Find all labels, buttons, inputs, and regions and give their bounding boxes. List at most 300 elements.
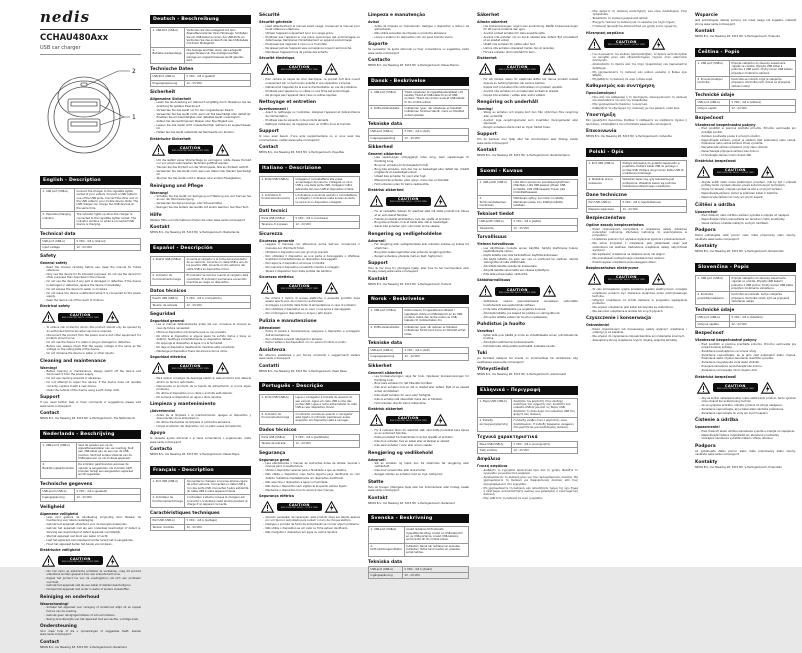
caution-row: [588, 273, 687, 285]
bolt-triangle-icon: [761, 166, 774, 178]
bullet-item: – Nepoužívejte čisticí rozpouštědla ani abrazivní čisticí prostředky.: [699, 218, 796, 221]
language-section-nl: [40, 430, 141, 650]
warning-heading: Upozornění!: [695, 209, 718, 214]
bullet-item: – Non utilizzare il dispositivo se una parte è danneggiata o difettosa. Sostituire immediatamente un dispositivo danneggiato.: [263, 255, 360, 262]
contact-heading: Contatti: [259, 363, 280, 369]
description-item-label: 2. Operation/charging indicator: [41, 212, 75, 228]
description-item-label: 1. USB-portti (USB-A): [478, 179, 512, 195]
tech-label: Port USB (USB-A): [151, 518, 185, 524]
bullet-item: – Gebruik geen reinigingsmiddelen of schuurmiddelen.: [44, 614, 141, 617]
bullet-item: – Houd het apparaat buiten het bereik van kinderen.: [44, 543, 141, 546]
language-bar: Norsk - Beskrivelse: [368, 295, 469, 304]
electrical-safety-list: [695, 181, 796, 200]
cleaning-list: [368, 243, 469, 258]
description-item-text: Die Anzeige leuchtet, wenn das Ladegerät angeschlossen ist. Die Anzeige leuchtet, solange ein angeschlossenes Gerät geladen wird.: [185, 47, 251, 63]
bullet-item: – Limpe o exterior do dispositivo com um pano húmido macio.: [372, 36, 469, 39]
bullet-item: – Hold enheden uden for børns rækkevidde.: [372, 183, 469, 186]
bullet-item: – Μη βυθίζετε τη συσκευή σε νερό ή άλλα υγρά.: [590, 78, 687, 81]
cleaning-heading: Čistenie a údržba: [695, 418, 739, 424]
tech-value: 5 VDC ; 4,8 A (compartido): [185, 296, 251, 302]
description-item-text: Συνδέστε τον φορτιστή στην υποδοχή αναπτήρα του οχήματός σας. Συνδέστε ένα καλώδιο USB σε μία από τις θύρες USB. Συνδέστε το άλλο άκρο του καλωδίου USB στη φορητή σας συσκευή.: [512, 398, 578, 418]
column-7: [695, 0, 796, 558]
bullet-item: – Nie używać do czyszczenia rozpuszczalników ani materiałów ściernych.: [590, 335, 687, 338]
language-section-sv: [368, 514, 469, 579]
section-spacer: [477, 159, 578, 162]
description-item-text: Připojte nabíječku do zásuvky zapalovače cigaret ve vozidle. Připojte USB kabel k jednomu z USB portů. Druhý konec USB kabelu připojte k mobilnímu zařízení.: [730, 60, 796, 76]
description-item-label: 1. USB-port (USB-A): [369, 308, 403, 324]
bullet-item: – Pred čistením alebo údržbou zariadenie vypnite a odpojte od napájania.: [699, 430, 796, 433]
contact-heading: Kontakty: [695, 244, 718, 250]
bullet-item: – Gebruik het apparaat uitsluitend voor de beoogde doeleinden.: [44, 523, 141, 526]
section-spacer: [695, 255, 796, 258]
language-section-sk: [695, 263, 796, 469]
bullet-item: – Διαβάστε το εγχειρίδιο προσεκτικά πριν από τη χρήση. Φυλάξτε το εγχειρίδιο για μελλοντική αναφορά.: [481, 469, 578, 476]
caution-badge: [277, 65, 322, 74]
description-table: [259, 176, 360, 207]
tech-label: USB-poort (USB-A): [41, 488, 75, 494]
tech-data-heading: Technische Daten: [150, 67, 194, 73]
tech-label: Tensione di ingresso: [260, 222, 294, 228]
table-row: [587, 177, 687, 190]
warning-triangle-icon: [479, 63, 492, 75]
bullet-item: – Reinigen Sie das Äußere des Geräts mit einem weichen, feuchten Tuch.: [154, 206, 251, 209]
bullet-item: – Odłączyć urządzenie od źródła zasilania w przypadku wystąpienia problemu.: [590, 299, 687, 306]
contact-text: NEDIS B.V., De Tweeling 28, 5215 MC 's-Hertogenbosch, Nederländerna: [477, 154, 570, 158]
bullet-item: – Utilizzare il dispositivo solo per gli scopi previsti.: [263, 251, 360, 254]
general-safety-heading: Všeobecné bezpečnostní pokyny: [695, 122, 756, 127]
caution-label: CAUTION: [615, 39, 637, 44]
tech-data-table: [150, 73, 251, 87]
safety-heading: Sicherheit: [150, 89, 176, 95]
bullet-item: – Lämna inte enheten obevakad medan den är ansluten.: [481, 47, 578, 50]
caution-label: CAUTION: [179, 145, 201, 150]
bullet-item: – Ikke bruk enheten hvis en kabel eller et støpsel er skadet.: [372, 440, 469, 443]
support-text: Weitere Hilfe und Informationen finden Sie unter www.nedis.com/support: [150, 218, 246, 222]
bullet-item: – Zewnętrzną stronę urządzenia czyścić miękką, wilgotną szmatką.: [590, 339, 687, 342]
bullet-item: – Μη χρησιμοποιείτε τη συσκευή, εάν οποιοδήποτε τμήμα της έχει ζημιά ή ελάττωμα. Αντικαταστήστε αμέσως μια χαλασμένη ή ελαττωματική συσκευή.: [481, 487, 578, 497]
electrical-safety-heading: Electrical safety: [40, 304, 70, 309]
bullet-item: – Ελέγχετε τακτικά τη συσκευή και το καλώδιο για τυχόν ζημιές.: [590, 21, 687, 24]
section-spacer: [150, 458, 251, 461]
bullet-item: – Rengör enhetens utsida med en mjuk, fuktad trasa.: [481, 126, 578, 129]
electrical-safety-list: [477, 78, 578, 97]
product-figure: [40, 59, 141, 171]
bullet-item: – Älä jätä laitetta valvomatta sen ollessa kytkettynä.: [481, 269, 578, 272]
cleaning-heading: Limpieza y mantenimiento: [150, 402, 216, 408]
cleaning-list: [695, 430, 796, 441]
warning-triangle-icon: [261, 282, 274, 294]
bullet-item: – Non esporre il dispositivo ad acqua o umidità.: [263, 262, 360, 265]
bullet-item: – Przed rozpoczęciem korzystania z urządzenia należy dokładnie przeczytać instrukcję. Zachowaj instrukcję do wykorzystania w przyszłości.: [590, 228, 687, 238]
bullet-item: – Sähköiskun vaaran pienentämiseksi ainoastaan valtuutettu huoltohenkilö saa avata tämän laitteen.: [481, 300, 578, 307]
bullet-item: – Disconnect the product from the power source and other equipment if a problem should occur.: [44, 334, 141, 341]
caution-row: [479, 285, 578, 297]
bullet-item: – Nevystavujte zařízení působení vody nebo vlhkosti.: [699, 146, 796, 149]
bullet-item: – Bruk bare enheten for det tiltenkte formålet.: [372, 382, 469, 385]
description-table: [150, 27, 251, 64]
safety-heading: Sikkerhed: [368, 144, 393, 150]
tech-label: USB port (USB-A): [696, 315, 730, 321]
bullet-item: – Sænk ikke enheden ned i vand eller andre væsker.: [372, 225, 469, 228]
tech-value: 12 - 24 VDC: [403, 135, 469, 141]
caution-sub-label: RISK OF ELECTRIC SHOCK — DO NOT OPEN: [281, 288, 318, 291]
bullet-item: – Pred použitím si pozorne prečítajte príručku. Príručku uschovajte pre prípad budúcej potreby.: [699, 343, 796, 350]
support-heading: Podpora: [695, 228, 716, 234]
electrical-safety-list: [586, 53, 687, 82]
section-spacer: [368, 69, 469, 72]
section-spacer: [368, 581, 469, 584]
electrical-safety-heading: Elektrická bezpečnost: [695, 159, 736, 164]
caution-sub-label: RISK OF ELECTRIC SHOCK — DO NOT OPEN: [281, 69, 318, 72]
tech-data-heading: Tekniska data: [368, 559, 403, 565]
table-row: [151, 80, 251, 86]
bullet-item: – Per ridurre il rischio di scosse elettriche, il presente prodotto deve essere aperto solo da un tecnico autorizzato.: [263, 297, 360, 304]
contact-text: NEDIS B.V., De Tweeling 28, 5215 MC 's-Hertogenbosch, Ολλανδία: [586, 135, 672, 139]
warning-triangle-icon: [479, 285, 492, 297]
contact-text: NEDIS B.V., De Tweeling 28, 5215 MC 's-Hertogenbosch, Países Bajos: [150, 453, 240, 457]
contact-heading: Contact: [259, 145, 279, 151]
tech-value: 5 VDC ; 4,8 A (delt): [403, 347, 469, 353]
electrical-safety-heading: Sécurité électrique: [259, 56, 295, 61]
bullet-item: – Doppa inte enheten i vatten eller andra vätskor.: [481, 94, 578, 97]
warning-triangle-icon: [697, 382, 710, 394]
warning-heading: Advarsel!: [368, 457, 386, 462]
bolt-triangle-icon: [543, 63, 556, 75]
bullet-item: – Przechowywać urządzenie poza zasięgiem dzieci.: [590, 261, 687, 264]
warning-triangle-icon: [588, 273, 601, 285]
general-safety-heading: Sicurezza generale: [259, 238, 295, 243]
cleaning-list: [259, 111, 360, 126]
cleaning-list: [586, 96, 687, 111]
description-table: [368, 526, 469, 557]
tech-label: Porta USB (USB-A): [260, 434, 294, 440]
tech-value: 5 VDC ; 4,8 A (delt): [403, 129, 469, 135]
section-spacer: [259, 535, 360, 538]
safety-heading: Ασφάλεια: [477, 457, 501, 463]
bullet-item: – Läs bruksanvisningen noga innan användning. Behåll bruksanvisningen för att kunna använda den igen.: [481, 25, 578, 32]
electrical-safety-heading: Elektrisk sikkerhed: [368, 188, 404, 193]
description-item-text: Indikatorn tänds när laddaren är ansluten. Indikatorn förblir tänd medan en ansluten enhet laddas.: [404, 543, 468, 556]
caution-row: [261, 63, 360, 75]
tech-value: 5 VDC ; 4,8 A (współdzielone): [621, 200, 687, 206]
description-item-text: De indicator gaat branden wanneer de oplader is aangesloten. De indicator blijft branden terwijl een aangesloten apparaat wordt opgeladen.: [76, 462, 140, 478]
table-row: [478, 398, 578, 418]
electrical-safety-heading: Bezpieczeństwo elektryczne: [586, 266, 639, 271]
bullet-item: – Μην εκθέτετε τη συσκευή σε νερό ή υγρασία.: [481, 497, 578, 500]
bullet-item: – Keep the device out of the reach of children.: [44, 299, 141, 302]
bolt-triangle-icon: [216, 144, 229, 156]
bullet-item: – Do not use the device if a cable or plug is damaged or defective.: [44, 341, 141, 344]
caution-label: CAUTION: [179, 364, 201, 369]
table-row: [41, 462, 141, 478]
safety-heading: Sécurité: [259, 13, 280, 18]
bullet-item: – Trennen Sie das Produkt von der Stromquelle, falls ein Problem auftritt.: [154, 166, 251, 169]
cleaning-heading: Reinigung und Pflege: [150, 183, 204, 189]
bullet-item: – För att minska risken för elektriska stötar bör denna produkt endast öppnas av behörig tekniker när service behövs.: [481, 78, 578, 85]
bullet-item: – Brug ikke opløsningsmidler eller slibende rengøringsmidler.: [372, 251, 469, 254]
cleaning-list: [40, 606, 141, 621]
general-safety-list: [368, 156, 469, 186]
electrical-safety-heading: Segurança elétrica: [259, 493, 294, 498]
support-heading: Support: [477, 132, 497, 138]
bullet-item: – Efterlad ikke enheden uden opsyn, mens den er tilsluttet.: [372, 179, 469, 182]
support-heading: Suporte: [368, 42, 388, 48]
warning-heading: Varoitus!: [477, 329, 495, 334]
section-spacer: [40, 422, 141, 425]
general-safety-heading: Generell sikkerhet: [368, 370, 403, 375]
electrical-safety-list: [695, 397, 796, 416]
table-row: [369, 89, 469, 105]
cleaning-heading: Rengöring och underhåll: [477, 99, 539, 105]
support-text: Jos tarvitset lisäapua tai sinulla on kommentteja tai ehdotuksia, käy osoitteessa www.nedis.com/support: [477, 357, 578, 364]
electrical-safety-heading: Seguridad eléctrica: [150, 355, 187, 360]
bullet-item: – Não utilize o dispositivo caso tenha alguma peça danificada ou com defeito. Substitua imediatamente um dispositivo danificado.: [263, 473, 360, 480]
description-item-text: Pripojte nabíjačku do zásuvky zapaľovača cigariet vo vozidle. Pripojte USB kábel k jednému z USB portov. Druhý koniec USB kábla pripojte k mobilnému zariadeniu.: [730, 275, 796, 291]
support-text: Si vous avez besoin d'une aide supplémentaire ou si vous avez des commentaires, visitez www.nedis.com/support: [259, 135, 360, 142]
figure-callout-2: 2: [132, 68, 136, 75]
tech-value: 5 VDC ; 4,8 A (condivisa): [294, 216, 360, 222]
bolt-triangle-icon: [434, 414, 447, 426]
support-heading: Υποστήριξη: [586, 113, 616, 119]
safety-heading: Bezpečnosť: [695, 331, 724, 337]
tech-data-heading: Dati tecnici: [259, 209, 288, 215]
electrical-safety-list: [368, 210, 469, 229]
description-table: [150, 256, 251, 287]
electrical-safety-heading: Elektrische Sicherheit: [150, 136, 191, 141]
caution-label: CAUTION: [288, 65, 310, 70]
charger-drawing: [40, 59, 137, 167]
bolt-triangle-icon: [652, 273, 665, 285]
tech-label: USB-portti (USB-A): [478, 219, 512, 225]
description-item-label: 1. USB-port (USB-A): [369, 89, 403, 105]
caution-row: [152, 362, 251, 374]
safety-heading: Veiligheid: [40, 504, 65, 510]
bolt-triangle-icon: [106, 555, 119, 567]
caution-badge: [58, 556, 103, 565]
bullet-item: – Nepoužívajte čistiace rozpúšťadlá ani abrazívne prostriedky.: [699, 434, 796, 437]
bullet-item: – Før rengøring eller vedligeholdelse skal enheden slukkes og kobles fra strømmen.: [372, 243, 469, 250]
description-item-label: 2. Bedrijfs-/oplaadindicator: [41, 462, 77, 478]
cleaning-list: [477, 334, 578, 349]
section-spacer: [150, 533, 251, 536]
table-row: [151, 495, 251, 508]
tech-label: Porta USB (USB-A): [260, 216, 294, 222]
bullet-item: – No utilice el dispositivo si un cable o enchufe está dañado.: [154, 392, 251, 395]
tech-value: 12 - 24 VDC: [294, 441, 360, 447]
cleaning-list: [477, 111, 578, 129]
warning-triangle-icon: [370, 414, 383, 426]
tech-data-heading: Datos técnicos: [150, 289, 187, 295]
electrical-safety-heading: Elektrická bezpečnosť: [695, 374, 736, 379]
language-section-cs: [695, 48, 796, 254]
description-item-label: 2. Kontrolka prevádzky/nabíjania: [696, 292, 730, 305]
bullet-item: – Avant le nettoyage ou l'entretien, éteignez l'appareil et débranchez-le de l'alimentation.: [263, 111, 360, 118]
language-section-fi: [477, 167, 578, 377]
bullet-item: – For å redusere faren for elektrisk støt, skal dette produktet bare åpnes av en autorisert tekniker.: [372, 429, 469, 436]
cleaning-heading: Puhdistus ja huolto: [477, 322, 525, 328]
bullet-item: – Ikke bruk rensemidler eller skuremidler.: [372, 469, 469, 472]
caution-sub-label: RISK OF ELECTRIC SHOCK — DO NOT OPEN: [608, 43, 645, 46]
table-row: [41, 244, 141, 250]
bullet-item: – W celu zmniejszenia ryzyka porażenia prądem elektrycznym, niniejsze urządzenie powinno być otwierane wyłącznie przez autoryzowanego technika.: [590, 288, 687, 298]
caution-badge: [58, 313, 103, 322]
general-safety-list: [695, 127, 796, 157]
section-spacer: [586, 140, 687, 143]
description-item-label: 1. USB-port (USB-A): [369, 527, 405, 543]
warning-triangle-icon: [370, 195, 383, 207]
column-5: [477, 0, 578, 558]
tech-data-table: [368, 566, 469, 580]
tech-data-heading: Τεχνικά χαρακτηριστικά: [477, 434, 538, 440]
description-item-label: 2. Provozní/nabíjecí kontrolka: [696, 76, 730, 89]
tech-label: Input voltage: [41, 244, 75, 250]
language-section-it: [259, 164, 360, 374]
bullet-item: – Lees voor gebruik de handleiding zorgvuldig door. Bewaar de handleiding voor latere raadpleging.: [44, 516, 141, 523]
cleaning-heading: Limpeza e manutenção: [368, 13, 426, 18]
figure-callout-1: 1: [132, 114, 136, 121]
language-bar: Dansk - Beskrivelse: [368, 77, 469, 86]
bullet-item: – Ne plongez pas l'appareil dans l'eau ou autres liquides.: [263, 94, 360, 97]
bullet-item: – Verwenden Sie keine Lösungs- oder Scheuermittel.: [154, 202, 251, 205]
bullet-item: – Antes de la limpieza o el mantenimiento, apague el dispositivo y desconéctelo de la alimentación.: [154, 414, 251, 421]
bullet-item: – Verwenden Sie das Gerät nicht, wenn ein Teil beschädigt oder defekt ist. Ersetzen Sie ein beschädigtes oder defektes Gerät unverzüglich.: [154, 113, 251, 120]
warning-triangle-icon: [588, 38, 601, 50]
table-row: [41, 442, 141, 462]
language-bar: Suomi - Kuvaus: [477, 167, 578, 176]
table-row: [151, 28, 251, 48]
bullet-item: – Pour réduire le risque de choc électrique, ce produit doit être ouvert uniquement par un technicien qualifié si une réparation s'impose.: [263, 78, 360, 85]
language-section-sv: [477, 13, 578, 158]
description-item-text: Kontrolka se rozsvítí, když je nabíječka připojena. Kontrolka svítí, dokud se připojené zařízení nabíjí.: [730, 76, 796, 89]
bullet-item: – Ne laissez jamais l'appareil sans surveillance lorsqu'il est branché.: [263, 47, 360, 50]
support-heading: Support: [259, 129, 279, 135]
bullet-item: – Venek zařízení očistěte měkkým, suchým hadříkem.: [699, 222, 796, 225]
electrical-safety-list: [150, 377, 251, 399]
electrical-safety-heading: Elektrische veiligheid: [40, 547, 80, 552]
description-item-text: Indikatoren lyser når laderen er tilkoblet. Indikatoren forblir tent mens en tilkoblet enhet lades.: [403, 324, 469, 337]
bullet-item: – Pripojené zariadenie nenechávajte bez dozoru.: [699, 365, 796, 368]
caution-sub-label: RISK OF ELECTRIC SHOCK — DO NOT OPEN: [717, 172, 754, 175]
support-heading: Support: [368, 260, 388, 266]
language-section-fr: [150, 466, 251, 531]
contact-heading: Επικοινωνία: [586, 129, 617, 135]
language-bar: Svenska - Beskrivning: [368, 514, 469, 523]
bullet-item: – Lue käyttöopas huolella ennen käyttöä. Säilytä käyttöopas tulevia käyttötilanteita varten.: [481, 247, 578, 254]
warning-heading: Προειδοποίηση!: [586, 91, 616, 96]
cleaning-list: [368, 25, 469, 40]
caution-label: CAUTION: [397, 416, 419, 421]
tech-data-table: [259, 434, 360, 448]
contact-heading: Contacto: [150, 447, 173, 453]
general-safety-list: [695, 343, 796, 373]
warning-heading: Attenzione!: [259, 325, 281, 330]
contact-text: NEDIS B.V., De Tweeling 28, 5215 MC 's-Hertogenbosch, Países Baixos: [368, 64, 459, 68]
description-item-text: Collegare il caricabatterie alla presa accendisigari del veicolo. Collegare un cavo USB a una delle porte USB. Collegare l'altra estremità del cavo USB al dispositivo mobile.: [294, 176, 360, 192]
bullet-item: – Puhdista laite ulkopuolelta pehmeällä, kostealla liinalla.: [481, 345, 578, 348]
bullet-item: – Zariadenie uchovávajte mimo dosahu detí.: [699, 369, 796, 372]
table-row: [369, 106, 469, 119]
bullet-item: – Älä käytä liuottimia tai hankausaineita.: [481, 341, 578, 344]
bullet-item: – No sumerja el dispositivo en agua u otros líquidos.: [154, 396, 251, 399]
bullet-item: – Não mergulhe o dispositivo em água ou outros líquidos.: [263, 531, 360, 534]
cleaning-heading: Čištění a údržba: [695, 202, 736, 208]
tech-value: 12 - 24 VDC: [621, 206, 687, 212]
bullet-item: – No utilice disolventes de limpieza ni productos abrasivos.: [154, 421, 251, 424]
contact-heading: Contact: [40, 411, 60, 417]
table-row: [696, 321, 796, 327]
contact-heading: Kontakt: [695, 29, 715, 34]
bullet-item: – Před použitím si pozorně přečtěte příručku. Příručku uschovejte pro pozdější použití.: [699, 127, 796, 134]
bullet-item: – Read the manual carefully before use. Keep the manual for future reference.: [44, 266, 141, 273]
bullet-item: – Verwenden Sie das Gerät nicht, wenn ein Kabel oder Stecker beschädigt ist.: [154, 170, 251, 177]
bullet-item: – Do not attempt to repair the device. If the device does not operate correctly, replace it with a new device.: [44, 381, 141, 388]
column-1: [40, 0, 141, 649]
warning-triangle-icon: [42, 555, 55, 567]
bullet-item: – Tauchen Sie das Gerät nicht in Wasser oder andere Flüssigkeiten.: [154, 177, 251, 180]
bullet-item: – Leia atentamente o manual de instruções antes de utilizar. Guarde o manual para consulta futura.: [263, 462, 360, 469]
tech-data-table: [586, 199, 687, 213]
tech-value: 12 - 24 VDC: [512, 447, 578, 453]
bullet-item: – Använd inte enheten om en del är skadad eller defekt. Byt omedelbart ut en skadad enhet.: [481, 36, 578, 43]
bullet-item: – Abyste snížili riziko úrazu elektrickým proudem, měl by být v případě potřeby tento výrobek otevřen pouze autorizovaným technikem.: [699, 181, 796, 188]
bullet-item: – Dojde-li k závadě, odpojte výrobek ze sítě a od jiných zařízení.: [699, 188, 796, 191]
bullet-item: – Χρησιμοποιείτε τη συσκευή μόνο για τους προοριζόμενους σκοπούς. Μη χρησιμοποιείτε τη συσκευή για διαφορετικούς σκοπούς από τους περιγραφόμενους στο εγχειρίδιο.: [481, 476, 578, 486]
contact-heading: Yhteystiedot: [477, 367, 509, 373]
bullet-item: – Before cleaning or maintenance, always switch off the device and disconnect it from the power supply.: [44, 370, 141, 377]
caution-row: [479, 63, 578, 75]
tech-data-heading: Technische gegevens: [40, 481, 93, 487]
bullet-item: – Stel het apparaat niet bloot aan water of vocht.: [44, 535, 141, 538]
table-row: [369, 354, 469, 360]
caution-row: [261, 282, 360, 294]
tech-value: 5 VDC ; 4,8 A (partagé): [185, 518, 251, 524]
support-text: Jeśli potrzebujesz dalszej pomocy lub masz uwagi lub sugestie, odwiedź stronę www.nedis.com/support: [695, 19, 796, 26]
general-safety-heading: Všeobecné bezpečnostné pokyny: [695, 338, 757, 343]
description-item-text: L'indicateur s'allume lorsque le chargeur est connecté. L'indicateur reste allumé pendant la charge d'un appareil connecté.: [185, 495, 251, 508]
tech-data-heading: Technické údaje: [695, 93, 735, 99]
electrical-safety-heading: Elsäkerhet: [477, 56, 497, 61]
bullet-item: – Älä altista laitetta vedelle tai kosteudelle.: [481, 265, 578, 268]
general-safety-list: [586, 228, 687, 265]
cleaning-heading: Pulizia e manutenzione: [259, 318, 317, 324]
contact-heading: Kontakt: [477, 148, 497, 154]
tech-data-table: [477, 441, 578, 455]
bullet-item: – Irrota laite virtalähteestä, jos ongelmia ilmenee.: [481, 308, 578, 311]
description-item-label: 1. USB-Port (USB-A): [151, 28, 185, 48]
tech-label: Ingångsspänning: [369, 573, 403, 579]
bullet-item: – Non utilizzare il dispositivo se un cavo o una spina è danneggiato.: [263, 308, 360, 311]
bullet-item: – Do not immerse the device in water or other liquids.: [44, 352, 141, 355]
cleaning-list: [368, 462, 469, 477]
tech-data-table: [259, 215, 360, 229]
bullet-item: – Pulire l'esterno del dispositivo con un panno morbido e umido.: [263, 341, 360, 344]
tech-label: Tensión de entrada: [151, 302, 185, 308]
caution-row: [697, 166, 796, 178]
bullet-item: – Não deixe o dispositivo sem vigilância enquanto estiver ligado.: [263, 485, 360, 488]
caution-sub-label: RISK OF ELECTRIC SHOCK — DO NOT OPEN: [390, 201, 427, 204]
description-item-label: 1. Θύρα USB (USB-A): [478, 398, 512, 418]
contact-text: NEDIS B.V., De Tweeling 28, 5215 MC 's-Hertogenbosch, Nederland: [40, 645, 127, 649]
table-row: [151, 256, 251, 272]
warning-heading: Aviso!: [368, 20, 380, 24]
bullet-item: – Använd inga rengöringsmedel som innehåller lösningsmedel eller slipmedel.: [481, 119, 578, 126]
contact-text: NEDIS B.V., De Tweeling 28, 5215 MC 's-Hertogenbosch, Nizozemsko: [695, 250, 784, 254]
contact-heading: Kontakt: [368, 276, 388, 282]
caution-label: CAUTION: [724, 383, 746, 388]
description-item-label: 2. Drifts-/ladeindikator: [369, 106, 403, 119]
cleaning-heading: Cleaning and maintenance: [40, 358, 106, 364]
bullet-item: – Não utilize o dispositivo se um cabo ou ficha estiver danificado.: [263, 527, 360, 530]
